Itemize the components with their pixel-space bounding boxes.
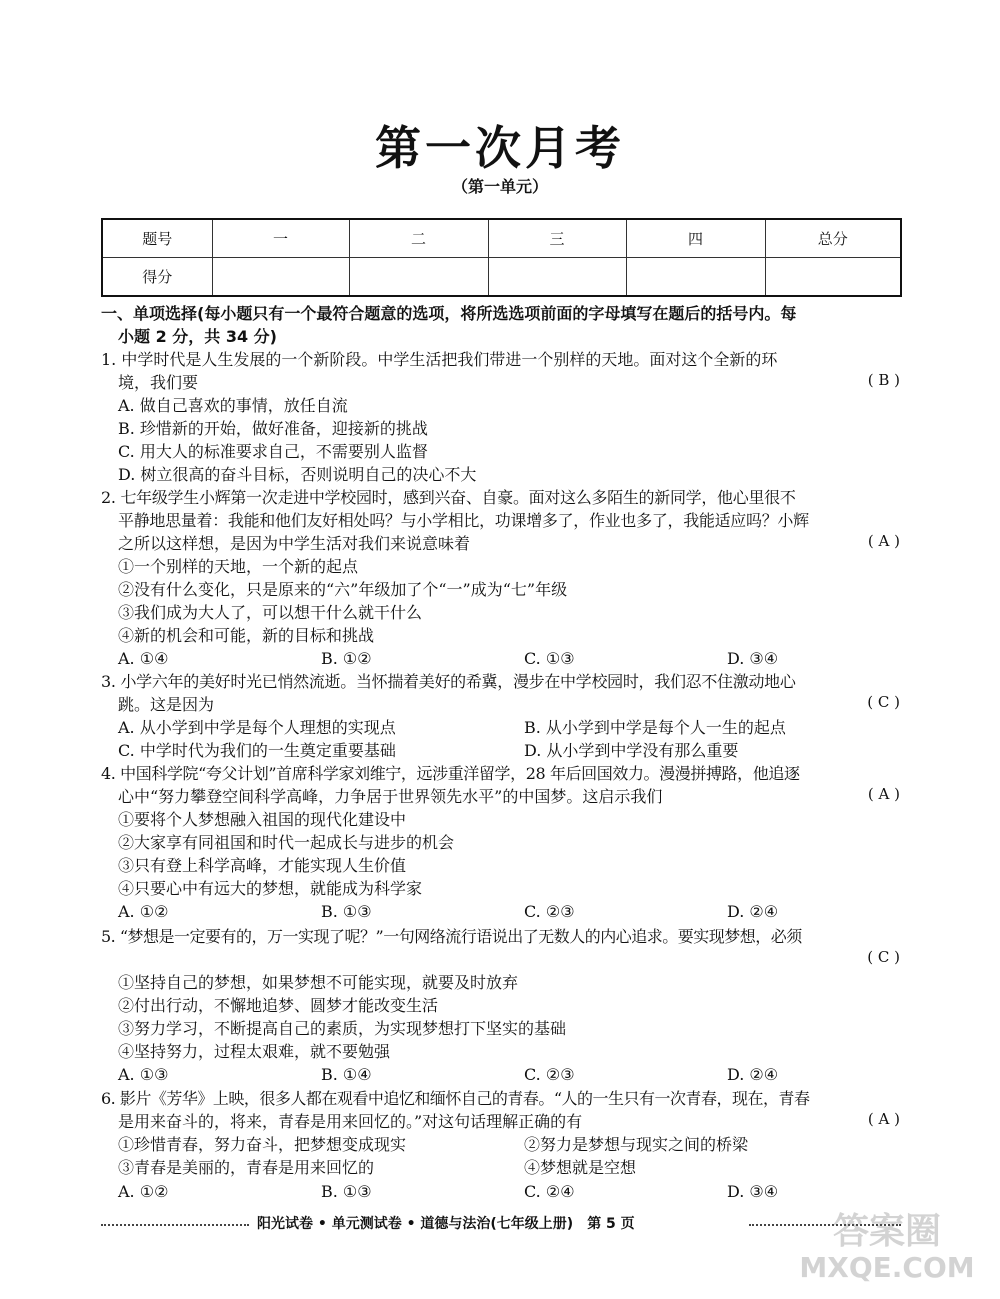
question-3-stem-cont: 跳。这是因为 [118,695,215,714]
question-5-statement-3: ③努力学习，不断提高自己的素质，为实现梦想打下坚实的基础 [118,1019,567,1038]
question-5-option-a: A. ①③ [118,1065,169,1084]
question-5-option-b: B. ①④ [321,1065,372,1084]
question-4-statement-1: ①要将个人梦想融入祖国的现代化建设中 [118,810,407,829]
question-6-statement-2: ②努力是梦想与现实之间的桥梁 [524,1135,749,1154]
question-1-stem-cont: 境，我们要 [118,373,199,392]
score-header-cell: 总分 [765,219,901,258]
section-heading: 一、单项选择(每小题只有一个最符合题意的选项，将所选选项前面的字母填写在题后的括号内。每 [101,304,797,323]
score-blank-cell [765,258,901,297]
question-2-stem-cont: 之所以这样想，是因为中学生活对我们来说意味着 [118,534,471,553]
score-header-cell: 四 [626,219,765,258]
question-2-option-a: A. ①④ [118,649,169,668]
score-blank-cell [488,258,626,297]
score-blank-cell [349,258,488,297]
question-1-stem: 1. 中学时代是人生发展的一个新阶段。中学生活把我们带进一个别样的天地。面对这个全新的环 [101,350,778,369]
question-6-option-d: D. ③④ [727,1182,779,1201]
score-table [101,218,902,297]
question-5-answer: ( C ) [867,948,900,966]
score-header-cell: 一 [212,219,349,258]
watermark-logo [792,1205,982,1285]
footer-text: 阳光试卷 • 单元测试卷 • 道德与法治(七年级上册) 第 5 页 [257,1216,635,1232]
question-6-statement-1: ①珍惜青春，努力奋斗，把梦想变成现实 [118,1135,407,1154]
question-2-statement-4: ④新的机会和可能，新的目标和挑战 [118,626,375,645]
score-header-cell: 二 [349,219,488,258]
footer-dotted-rule-left [101,1224,249,1226]
question-2-statement-1: ①一个别样的天地，一个新的起点 [118,557,359,576]
question-4-option-a: A. ①② [118,902,169,921]
question-4-statement-3: ③只有登上科学高峰，才能实现人生价值 [118,856,407,875]
question-3-option-c: C. 中学时代为我们的一生奠定重要基础 [118,741,396,760]
page-subtitle: （第一单元） [451,177,548,196]
question-6-statement-3: ③青春是美丽的，青春是用来回忆的 [118,1158,375,1177]
question-2-statement-2: ②没有什么变化，只是原来的“六”年级加了个“一”成为“七”年级 [118,580,568,599]
question-6-statement-4: ④梦想就是空想 [524,1158,637,1177]
question-5-statement-4: ④坚持努力，过程太艰难，就不要勉强 [118,1042,391,1061]
question-4-option-c: C. ②③ [524,902,575,921]
question-2-stem-cont: 平静地思量着：我能和他们友好相处吗？与小学相比，功课增多了，作业也多了，我能适应吗？小辉 [118,511,809,530]
question-4-option-d: D. ②④ [727,902,779,921]
question-3-option-b: B. 从小学到中学是每个人一生的起点 [524,718,786,737]
question-6-stem: 6. 影片《芳华》上映，很多人都在观看中追忆和缅怀自己的青春。“人的一生只有一次青春，现在，青春 [101,1089,810,1108]
question-4-statement-2: ②大家享有同祖国和时代一起成长与进步的机会 [118,833,455,852]
question-5-option-d: D. ②④ [727,1065,779,1084]
watermark-text: 答案圈 [832,1211,942,1252]
question-3-option-a: A. 从小学到中学是每个人理想的实现点 [118,718,396,737]
score-blank-cell [212,258,349,297]
section-heading-cont: 小题 2 分，共 34 分) [118,327,277,346]
question-4-statement-4: ④只要心中有远大的梦想，就能成为科学家 [118,879,423,898]
question-4-stem: 4. 中国科学院“夸父计划”首席科学家刘维宁，远涉重洋留学，28 年后回国效力。漫漫拼搏路，他追逐 [101,764,800,783]
question-6-stem-cont: 是用来奋斗的，将来，青春是用来回忆的。”对这句话理解正确的有 [118,1112,583,1131]
question-5-statement-2: ②付出行动，不懈地追梦、圆梦才能改变生活 [118,996,439,1015]
question-2-option-b: B. ①② [321,649,372,668]
question-6-option-c: C. ②④ [524,1182,575,1201]
question-6-option-a: A. ①② [118,1182,169,1201]
question-3-answer: ( C ) [867,693,900,711]
question-2-statement-3: ③我们成为大人了，可以想干什么就干什么 [118,603,423,622]
question-4-answer: ( A ) [867,785,900,803]
score-row-label: 得分 [102,258,212,297]
question-1-answer: ( B ) [867,371,900,389]
score-header-cell: 题号 [102,219,212,258]
score-header-cell: 三 [488,219,626,258]
question-6-answer: ( A ) [867,1110,900,1128]
question-2-stem: 2. 七年级学生小辉第一次走进中学校园时，感到兴奋、自豪。面对这么多陌生的新同学，他心里很不 [101,488,796,507]
score-blank-cell [626,258,765,297]
score-table-header-row [102,219,901,258]
question-6-option-b: B. ①③ [321,1182,372,1201]
question-5-option-c: C. ②③ [524,1065,575,1084]
question-1-option-c: C. 用大人的标准要求自己，不需要别人监督 [118,442,428,461]
question-4-option-b: B. ①③ [321,902,372,921]
question-2-answer: ( A ) [867,532,900,550]
question-3-option-d: D. 从小学到中学没有那么重要 [524,741,739,760]
question-2-option-d: D. ③④ [727,649,779,668]
question-5-stem: 5. “梦想是一定要有的，万一实现了呢？”一句网络流行语说出了无数人的内心追求。要实现梦想，必须 [101,927,802,946]
page-title: 第一次月考 [375,121,625,175]
question-2-option-c: C. ①③ [524,649,575,668]
question-1-option-b: B. 珍惜新的开始，做好准备，迎接新的挑战 [118,419,428,438]
page-footer [101,1213,901,1235]
question-1-option-d: D. 树立很高的奋斗目标，否则说明自己的决心不大 [118,465,477,484]
question-3-stem: 3. 小学六年的美好时光已悄然流逝。当怀揣着美好的希冀，漫步在中学校园时，我们忍不住激动地心 [101,672,796,691]
score-table-score-row [102,258,901,297]
question-4-stem-cont: 心中“努力攀登空间科学高峰，力争居于世界领先水平”的中国梦。这启示我们 [118,787,663,806]
question-1-option-a: A. 做自己喜欢的事情，放任自流 [118,396,348,415]
question-5-statement-1: ①坚持自己的梦想，如果梦想不可能实现，就要及时放弃 [118,973,519,992]
watermark-url: MXQE.COM [799,1251,975,1284]
